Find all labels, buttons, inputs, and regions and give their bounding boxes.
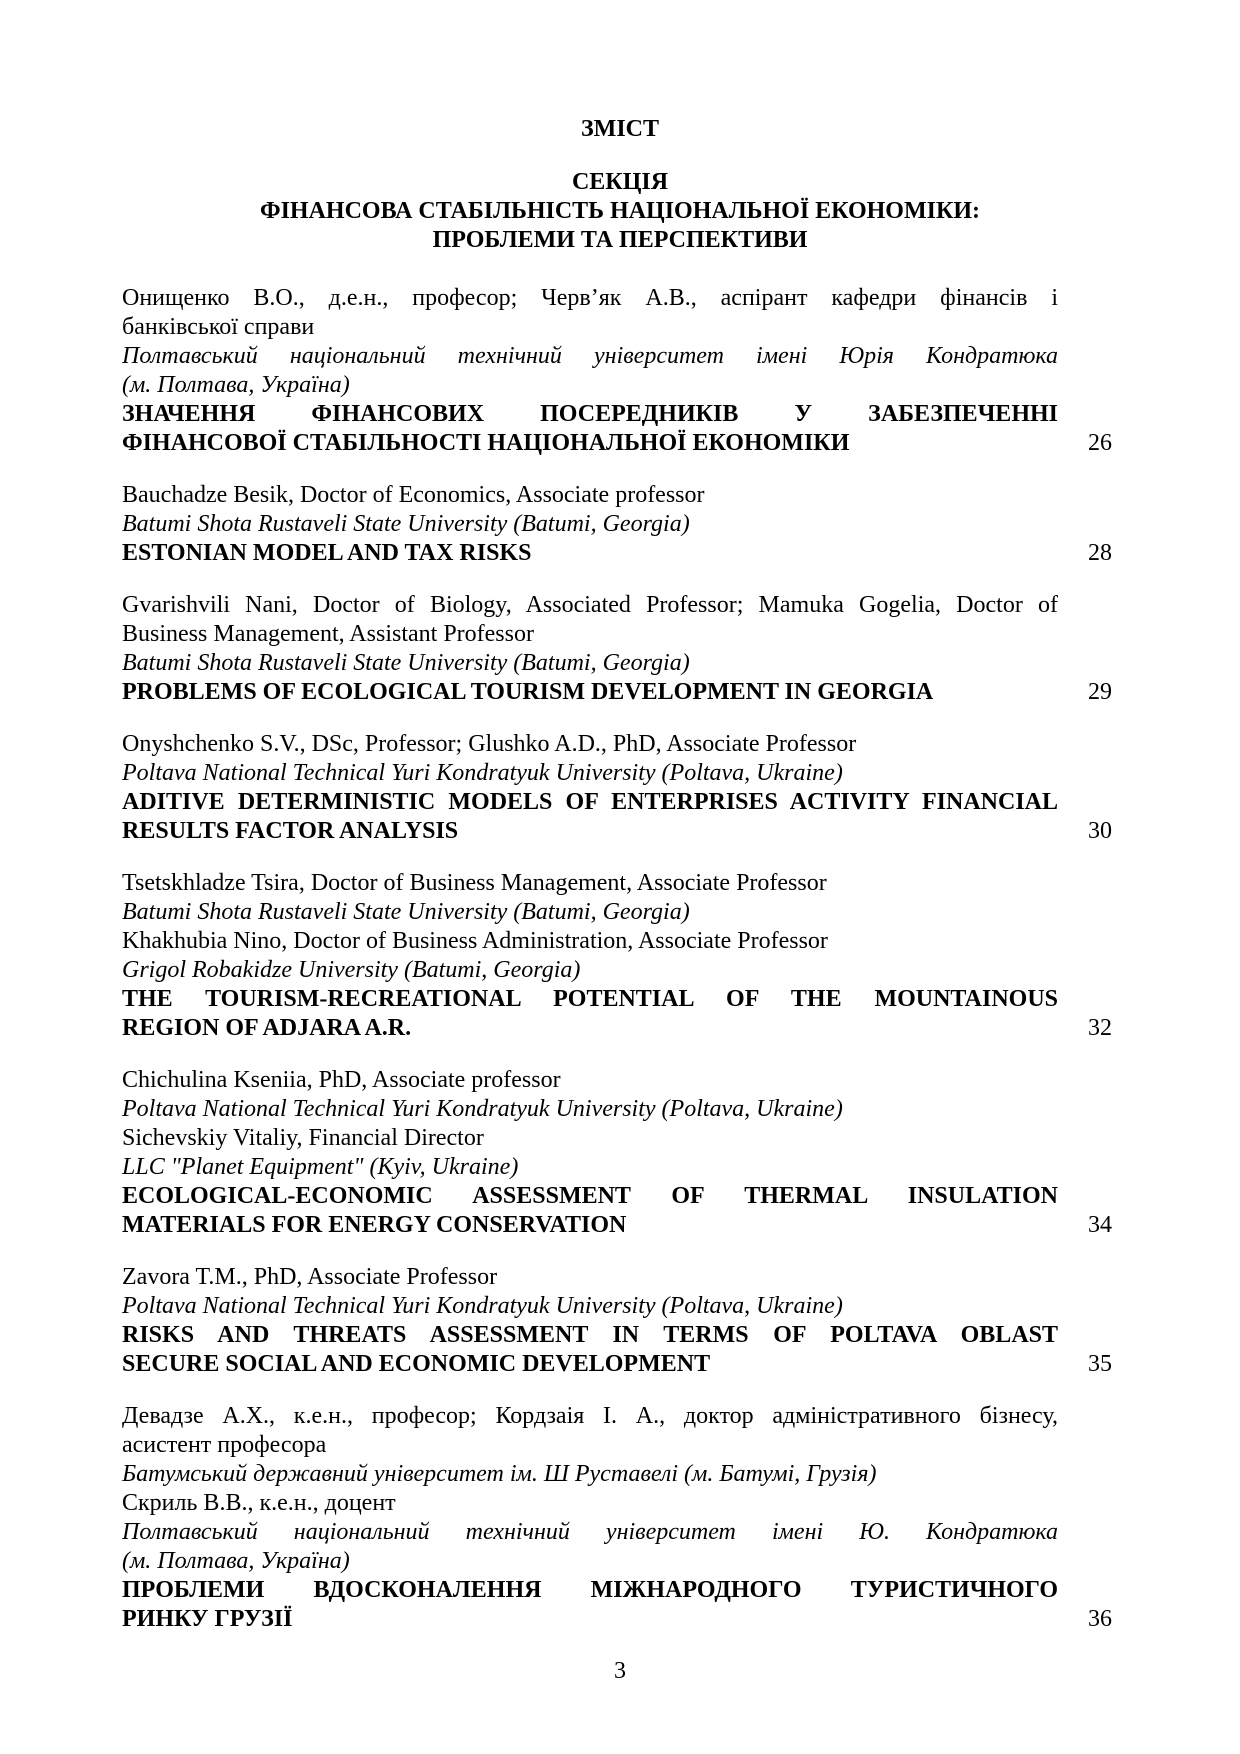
entry-text (122, 730, 1058, 846)
title-line: MATERIALS FOR ENERGY CONSERVATION (122, 1212, 627, 1238)
entry-text (122, 1066, 1058, 1240)
affiliation-line: Полтавський національний технічний університет імені Ю. Кондратюка (122, 1519, 1058, 1545)
toc-entry (122, 869, 1118, 1043)
title-line: REGION OF ADJARA A.R. (122, 1015, 412, 1041)
toc-entry (122, 1263, 1118, 1379)
author-line: Gvarishvili Nani, Doctor of Biology, Associated Professor; Mamuka Gogelia, Doctor of (122, 592, 1058, 618)
author-line: Bauchadze Besik, Doctor of Economics, Associate professor (122, 482, 705, 508)
title-line: SECURE SOCIAL AND ECONOMIC DEVELOPMENT (122, 1351, 711, 1377)
author-line: Sichevskiy Vitaliy, Financial Director (122, 1125, 484, 1151)
entry-text (122, 869, 1058, 1043)
title-line: RESULTS FACTOR ANALYSIS (122, 818, 459, 844)
author-line: Chichulina Kseniia, PhD, Associate professor (122, 1067, 561, 1093)
title-line: ESTONIAN MODEL AND TAX RISKS (122, 540, 532, 566)
document-content (122, 115, 1118, 1686)
affiliation-line: Batumi Shota Rustaveli State University (Batumi, Georgia) (122, 899, 690, 925)
author-line: Скриль В.В., к.е.н., доцент (122, 1490, 396, 1516)
author-line: Khakhubia Nino, Doctor of Business Administration, Associate Professor (122, 928, 828, 954)
title-line: THE TOURISM-RECREATIONAL POTENTIAL OF THE MOUNTAINOUS (122, 986, 1058, 1012)
title-line: ФІНАНСОВОЇ СТАБІЛЬНОСТІ НАЦІОНАЛЬНОЇ ЕКОНОМІКИ (122, 430, 850, 456)
title-line: ПРОБЛЕМИ ВДОСКОНАЛЕННЯ МІЖНАРОДНОГО ТУРИСТИЧНОГО (122, 1577, 1058, 1603)
affiliation-line: Poltava National Technical Yuri Kondratyuk University (Poltava, Ukraine) (122, 1096, 843, 1122)
title-line: PROBLEMS OF ECOLOGICAL TOURISM DEVELOPMENT IN GEORGIA (122, 679, 934, 705)
toc-entry (122, 1402, 1118, 1634)
affiliation-line: Батумський державний університет ім. Ш Руставелі (м. Батумі, Грузія) (122, 1461, 877, 1487)
affiliation-line: LLC "Planet Equipment" (Kyiv, Ukraine) (122, 1154, 519, 1180)
entry-page-number: 28 (1088, 540, 1112, 566)
affiliation-line: Полтавський національний технічний університет імені Юрія Кондратюка (122, 343, 1058, 369)
author-line: Onyshchenko S.V., DSc, Professor; Glushko A.D., PhD, Associate Professor (122, 731, 857, 757)
affiliation-line: Batumi Shota Rustaveli State University (Batumi, Georgia) (122, 650, 690, 676)
entry-page-number: 35 (1088, 1351, 1112, 1377)
entry-text (122, 1402, 1058, 1634)
entry-text (122, 284, 1058, 458)
section-heading-line-3: ПРОБЛЕМИ ТА ПЕРСПЕКТИВИ (432, 227, 808, 253)
toc-entry (122, 481, 1118, 568)
toc-entry (122, 591, 1118, 707)
section-heading-line-2: ФІНАНСОВА СТАБІЛЬНІСТЬ НАЦІОНАЛЬНОЇ ЕКОНОМІКИ: (259, 198, 981, 224)
author-line: Business Management, Assistant Professor (122, 621, 534, 647)
entry-text (122, 591, 1058, 707)
toc-entry (122, 730, 1118, 846)
entry-page-number: 34 (1088, 1212, 1112, 1238)
entry-page-number: 26 (1088, 430, 1112, 456)
affiliation-line: (м. Полтава, Україна) (122, 1548, 350, 1574)
section-heading (122, 168, 1118, 255)
entry-page-number: 36 (1088, 1606, 1112, 1632)
title-line: ADITIVE DETERMINISTIC MODELS OF ENTERPRISES ACTIVITY FINANCIAL (122, 789, 1058, 815)
footer-page-number: 3 (614, 1658, 626, 1684)
entry-page-number: 32 (1088, 1015, 1112, 1041)
affiliation-line: (м. Полтава, Україна) (122, 372, 350, 398)
toc-entry (122, 1066, 1118, 1240)
title-line: ECOLOGICAL-ECONOMIC ASSESSMENT OF THERMAL INSULATION (122, 1183, 1058, 1209)
title-line: РИНКУ ГРУЗІЇ (122, 1606, 293, 1632)
toc-entries (122, 284, 1118, 1634)
entry-page-number: 30 (1088, 818, 1112, 844)
title-line: ЗНАЧЕННЯ ФІНАНСОВИХ ПОСЕРЕДНИКІВ У ЗАБЕЗПЕЧЕННІ (122, 401, 1058, 427)
toc-entry (122, 284, 1118, 458)
author-line: Zavora T.M., PhD, Associate Professor (122, 1264, 498, 1290)
entry-text (122, 1263, 1058, 1379)
author-line: Онищенко В.О., д.е.н., професор; Черв’як А.В., аспірант кафедри фінансів і (122, 285, 1058, 311)
entry-page-number: 29 (1088, 679, 1112, 705)
author-line: банківської справи (122, 314, 315, 340)
entry-text (122, 481, 1058, 568)
author-line: Девадзе А.Х., к.е.н., професор; Кордзаія І. А., доктор адміністративного бізнесу, (122, 1403, 1058, 1429)
title-line: RISKS AND THREATS ASSESSMENT IN TERMS OF POLTAVA OBLAST (122, 1322, 1058, 1348)
affiliation-line: Poltava National Technical Yuri Kondratyuk University (Poltava, Ukraine) (122, 760, 843, 786)
section-heading-line-1: СЕКЦІЯ (571, 169, 669, 195)
author-line: асистент професора (122, 1432, 327, 1458)
affiliation-line: Batumi Shota Rustaveli State University (Batumi, Georgia) (122, 511, 690, 537)
affiliation-line: Poltava National Technical Yuri Kondratyuk University (Poltava, Ukraine) (122, 1293, 843, 1319)
author-line: Tsetskhladze Tsira, Doctor of Business Management, Associate Professor (122, 870, 827, 896)
affiliation-line: Grigol Robakidze University (Batumi, Georgia) (122, 957, 581, 983)
contents-title: ЗМІСТ (581, 116, 659, 142)
